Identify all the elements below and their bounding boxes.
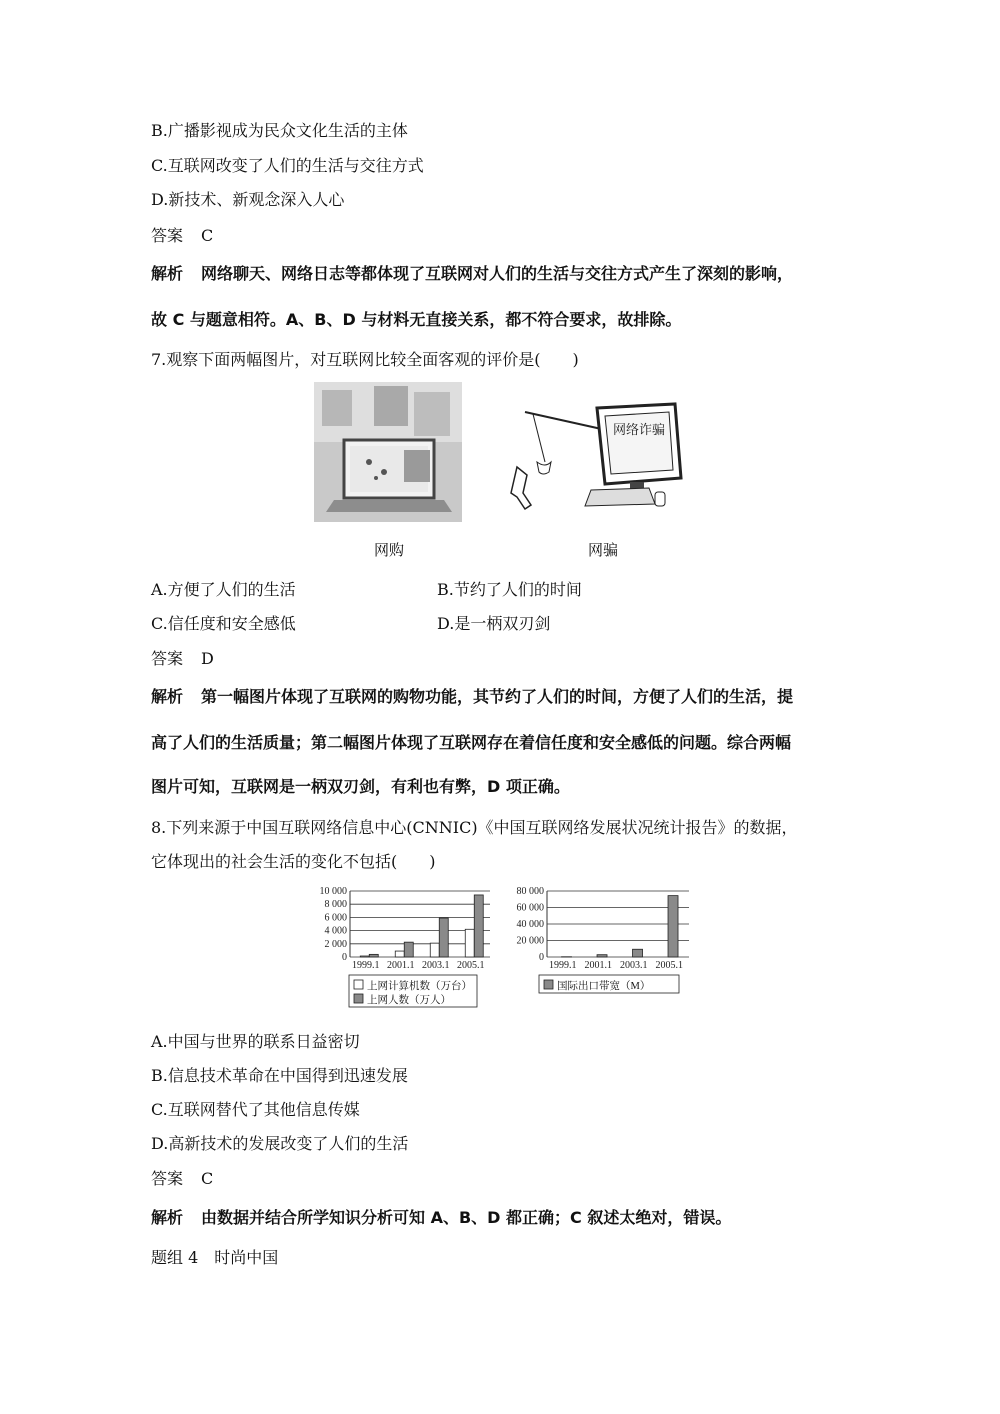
x-tick-label: 2003.1 (620, 960, 648, 971)
q7-option-c: C.信任度和安全感低 (151, 614, 296, 633)
q6-analysis-line1 (151, 263, 793, 285)
y-tick-label: 6 000 (324, 912, 347, 924)
x-tick-label: 2001.1 (584, 960, 612, 971)
x-tick-label: 2003.1 (422, 960, 450, 971)
q6-option-c: C.互联网改变了人们的生活与交往方式 (151, 156, 424, 175)
answer-label: 答案 (151, 226, 184, 245)
bar (369, 954, 378, 957)
y-tick-label: 4 000 (324, 925, 347, 937)
analysis-text: 第一幅图片体现了互联网的购物功能，其节约了人们的时间，方便了人们的生活，提 (201, 687, 794, 706)
x-tick-label: 2001.1 (387, 960, 415, 971)
y-tick-label: 10 000 (319, 886, 347, 897)
answer-value: C (201, 1169, 214, 1188)
y-tick-label: 20 000 (516, 935, 544, 947)
q7-analysis-line1 (151, 686, 793, 708)
q7-option-d: D.是一柄双刃剑 (437, 614, 551, 633)
answer-label: 答案 (151, 1169, 184, 1188)
bar (360, 956, 369, 957)
q7-analysis-line3: 图片可知，互联网是一柄双刃剑，有利也有弊，D 项正确。 (151, 777, 570, 796)
q8-analysis (151, 1207, 731, 1229)
x-tick-label: 2005.1 (655, 960, 683, 971)
answer-value: C (201, 226, 214, 245)
q6-option-d: D.新技术、新观念深入人心 (151, 190, 345, 209)
caption-online-shopping: 网购 (374, 541, 405, 559)
legend-swatch (354, 980, 363, 989)
x-tick-label: 1999.1 (549, 960, 577, 971)
bar (404, 942, 413, 957)
q6-option-b: B.广播影视成为民众文化生活的主体 (151, 121, 408, 140)
q8-option-b: B.信息技术革命在中国得到迅速发展 (151, 1066, 408, 1085)
y-tick-label: 40 000 (516, 919, 544, 930)
bar (465, 929, 474, 957)
section-heading: 题组 4 时尚中国 (151, 1248, 279, 1267)
q8-option-c: C.互联网替代了其他信息传媒 (151, 1100, 360, 1119)
bar (395, 951, 404, 957)
bar (474, 895, 483, 957)
answer-label: 答案 (151, 649, 184, 668)
analysis-text: 网络聊天、网络日志等都体现了互联网对人们的生活与交往方式产生了深刻的影响， (201, 264, 794, 283)
q7-analysis-line2: 高了人们的生活质量；第二幅图片体现了互联网存在着信任度和安全感低的问题。综合两幅 (151, 733, 792, 752)
q7-stem: 7.观察下面两幅图片，对互联网比较全面客观的评价是( ) (151, 350, 579, 369)
y-tick-label: 2 000 (324, 938, 347, 950)
x-tick-label: 1999.1 (352, 960, 380, 971)
analysis-label: 解析 (151, 264, 184, 283)
q6-answer (151, 225, 213, 247)
y-tick-label: 60 000 (516, 902, 544, 914)
analysis-label: 解析 (151, 687, 184, 706)
legend-swatch (354, 994, 363, 1003)
legend-label: 国际出口带宽（M） (557, 981, 651, 992)
monitor-text: 网络诈骗 (613, 422, 666, 437)
bar (597, 955, 607, 957)
y-tick-label: 0 (342, 952, 347, 963)
y-tick-label: 80 000 (516, 886, 544, 897)
q8-option-a: A.中国与世界的联系日益密切 (151, 1032, 360, 1051)
online-fraud-image (505, 392, 685, 520)
chart-computers-and-users (305, 883, 501, 1013)
bar (430, 943, 439, 957)
legend-swatch (544, 980, 553, 989)
bar (668, 896, 678, 957)
online-shopping-image (314, 382, 462, 522)
q7-option-b: B.节约了人们的时间 (437, 580, 582, 599)
y-tick-label: 8 000 (324, 899, 347, 911)
q7-answer (151, 648, 214, 670)
q8-stem-line1: 8.下列来源于中国互联网络信息中心(CNNIC)《中国互联网络发展状况统计报告》的数据， (151, 818, 798, 837)
bar (633, 949, 643, 957)
analysis-text: 由数据并结合所学知识分析可知 A、B、D 都正确；C 叙述太绝对，错误。 (201, 1208, 732, 1227)
q8-answer (151, 1168, 213, 1190)
caption-online-fraud: 网骗 (588, 541, 619, 559)
chart-bandwidth (503, 883, 695, 1013)
legend-label: 上网计算机数（万台） (367, 981, 472, 992)
x-tick-label: 2005.1 (457, 960, 485, 971)
analysis-label: 解析 (151, 1208, 184, 1227)
q8-stem-line2: 它体现出的社会生活的变化不包括( ) (151, 852, 436, 871)
q7-option-a: A.方便了人们的生活 (151, 580, 296, 599)
q6-analysis-line2: 故 C 与题意相符。A、B、D 与材料无直接关系，都不符合要求，故排除。 (151, 310, 682, 329)
bar (439, 918, 448, 957)
legend-label: 上网人数（万人） (367, 995, 451, 1006)
q8-option-d: D.高新技术的发展改变了人们的生活 (151, 1134, 409, 1153)
answer-value: D (201, 649, 214, 668)
y-tick-label: 0 (539, 952, 544, 963)
